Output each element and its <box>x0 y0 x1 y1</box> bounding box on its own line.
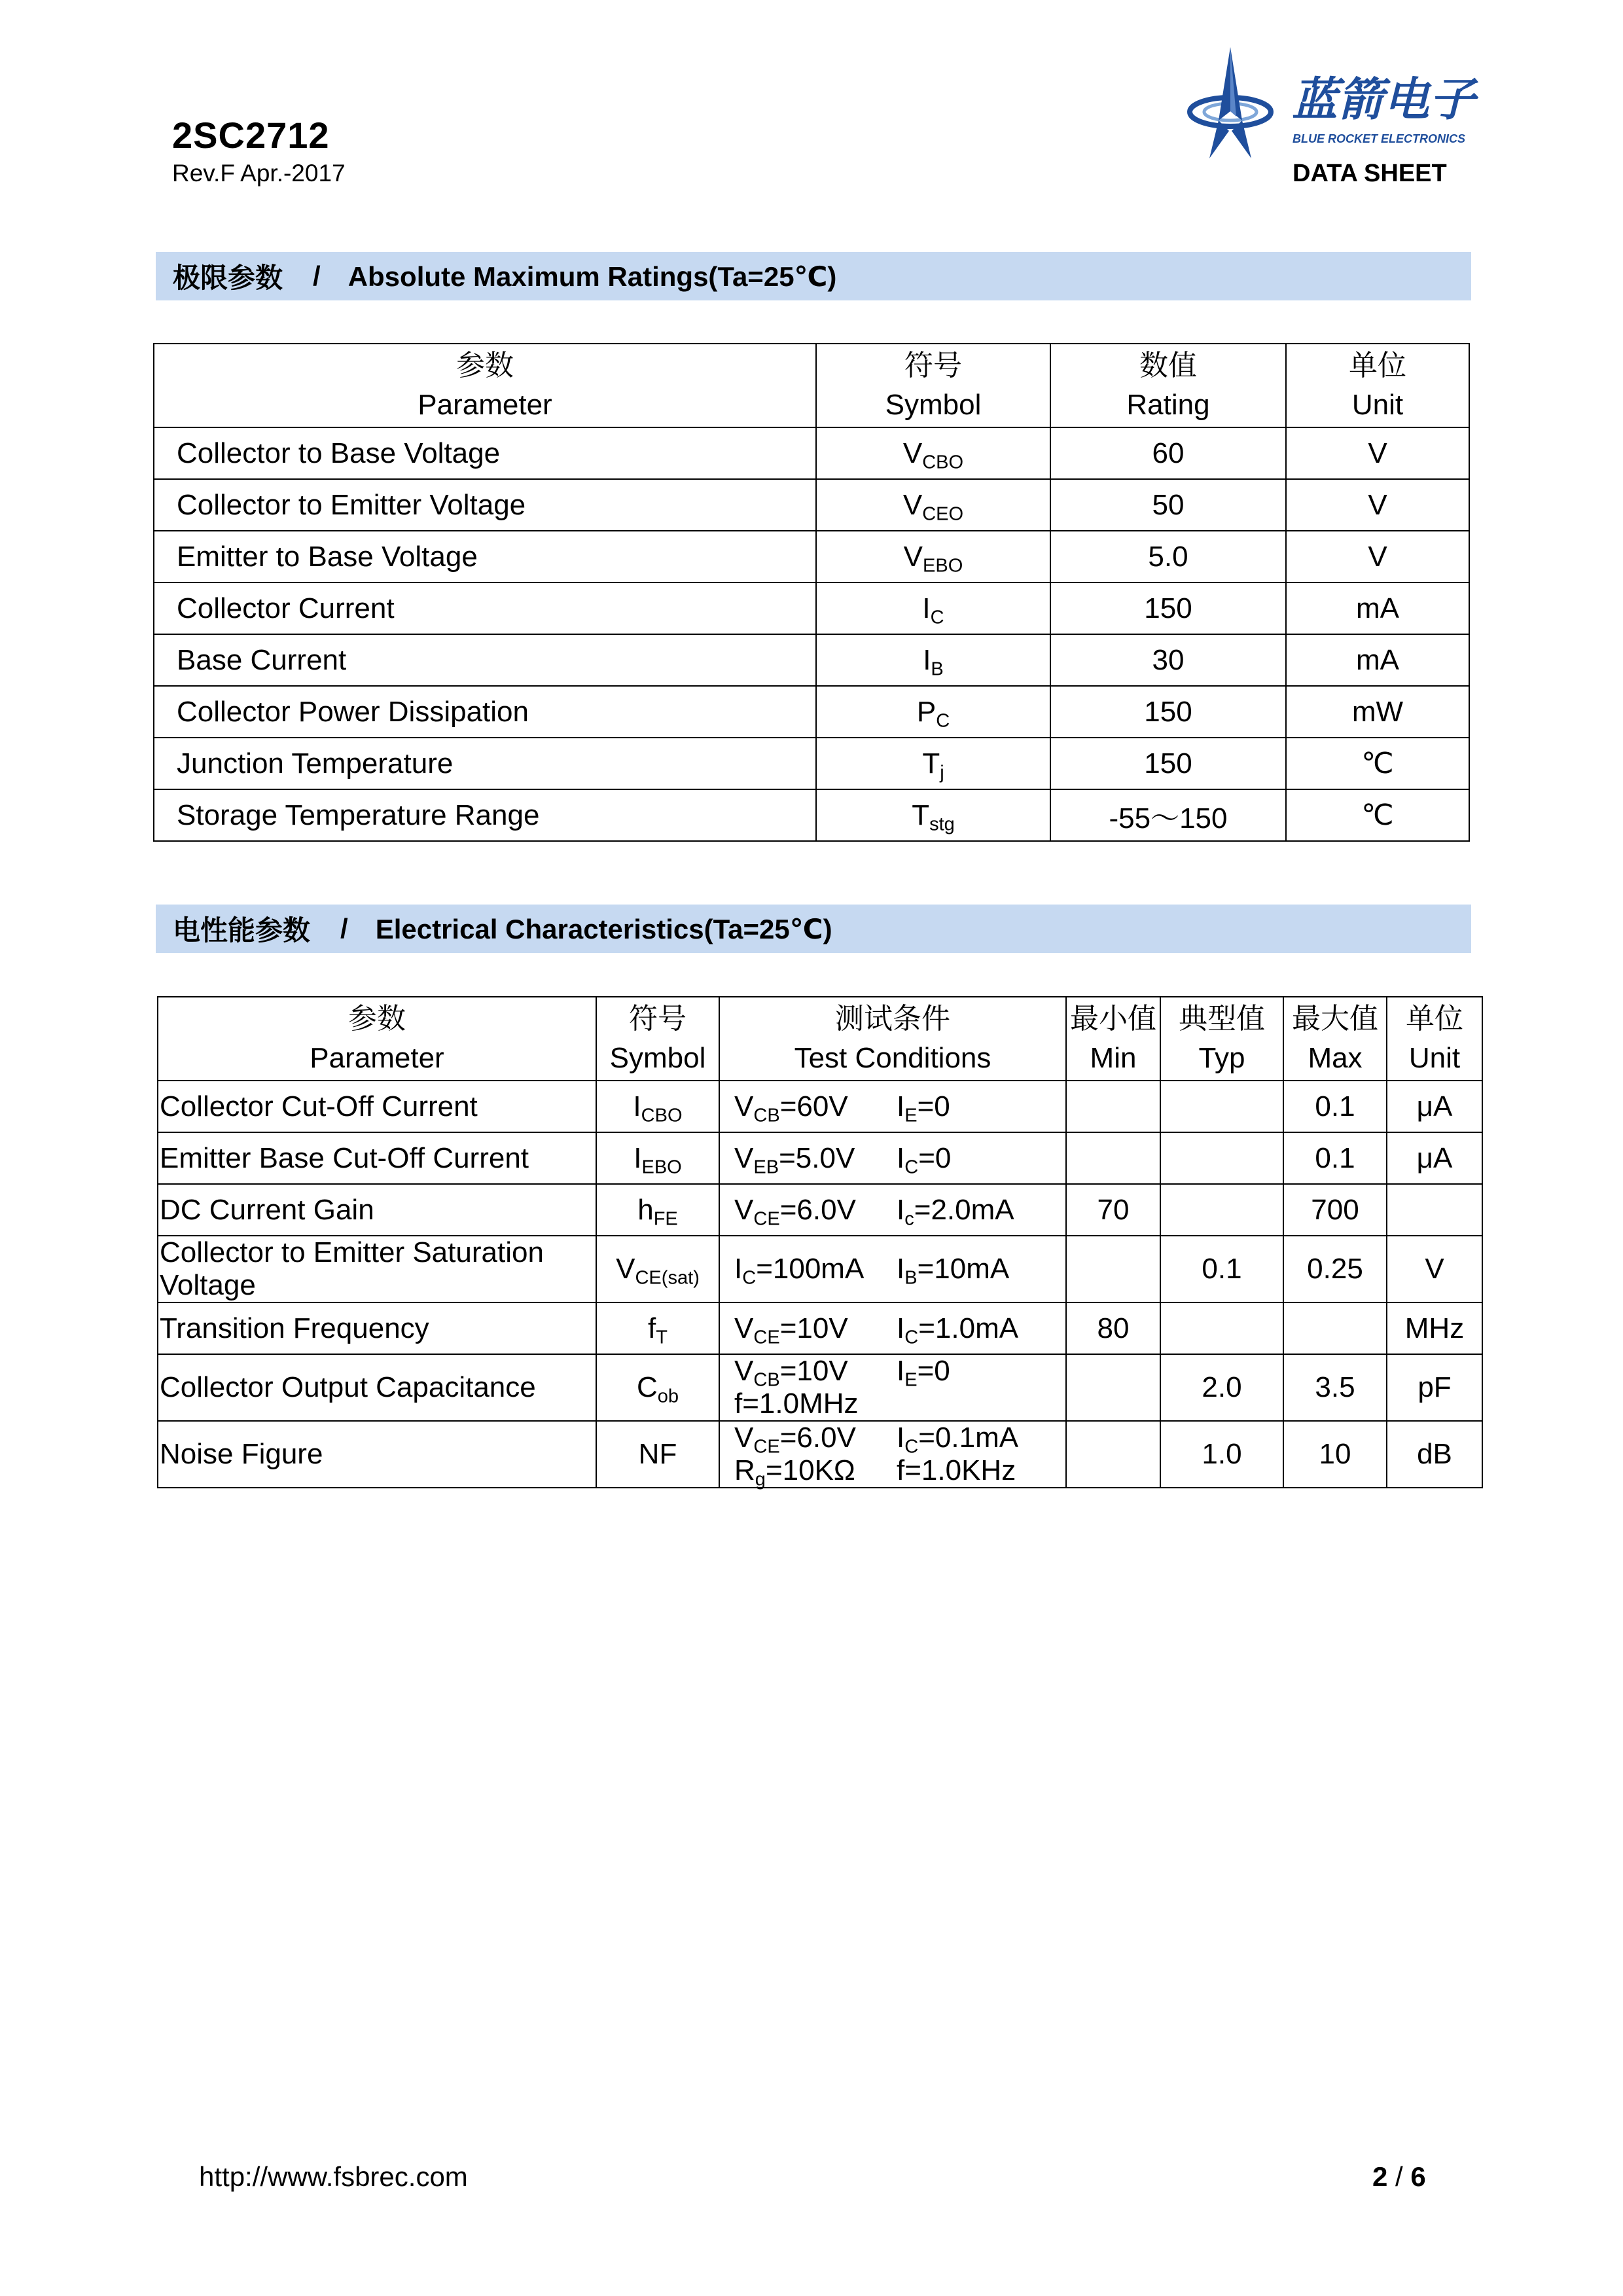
condition-symbol: V <box>734 1090 754 1122</box>
symbol-cell <box>596 1132 719 1184</box>
unit-cell: V <box>1286 531 1469 583</box>
column-header <box>596 997 719 1081</box>
condition-subscript: C <box>742 1267 757 1289</box>
column-header-cn: 最大值 <box>1292 1003 1378 1035</box>
symbol-subscript: CE(sat) <box>635 1267 700 1289</box>
rocket-emblem-icon <box>1190 47 1271 158</box>
table-row <box>158 1421 1482 1488</box>
typ-cell <box>1160 1302 1283 1354</box>
table-row <box>154 738 1469 789</box>
symbol-subscript: CBO <box>922 452 964 473</box>
symbol-cell <box>596 1354 719 1421</box>
condition-symbol: V <box>734 1141 754 1174</box>
condition-term <box>897 1193 1014 1230</box>
symbol-subscript: EBO <box>641 1157 682 1178</box>
column-header-cn: 符号 <box>629 1003 687 1035</box>
test-conditions-cell <box>719 1236 1066 1302</box>
condition-term <box>897 1090 950 1126</box>
min-cell <box>1066 1132 1160 1184</box>
max-cell: 700 <box>1283 1184 1387 1236</box>
unit-cell: ℃ <box>1286 738 1469 789</box>
condition-value: =6.0V <box>779 1422 856 1454</box>
unit-cell: V <box>1286 427 1469 479</box>
column-header-cn: 单位 <box>1406 1003 1463 1035</box>
unit-cell: mA <box>1286 583 1469 634</box>
condition-value: =10mA <box>917 1253 1010 1285</box>
condition-symbol: I <box>734 1253 743 1285</box>
column-header-cn: 符号 <box>904 350 962 382</box>
data-sheet-label: DATA SHEET <box>1293 160 1447 187</box>
condition-term <box>734 1388 859 1420</box>
column-header <box>1286 344 1469 427</box>
symbol-base: I <box>633 1090 641 1122</box>
table-row <box>154 789 1469 841</box>
column-header-en: Symbol <box>609 1042 706 1074</box>
parameter-cell: Collector to Emitter Saturation Voltage <box>158 1236 596 1302</box>
rating-cell: 150 <box>1050 738 1286 789</box>
condition-line <box>734 1090 1065 1126</box>
blue-rocket-logo <box>1186 43 1480 168</box>
table-row <box>154 634 1469 686</box>
condition-subscript: B <box>904 1267 918 1289</box>
symbol-subscript: C <box>936 710 950 732</box>
symbol-cell <box>596 1421 719 1488</box>
typ-cell <box>1160 1081 1283 1132</box>
condition-line <box>734 1193 1065 1230</box>
test-conditions-cell <box>719 1184 1066 1236</box>
table-row <box>158 1302 1482 1354</box>
condition-symbol: f=1.0MHz <box>734 1388 859 1420</box>
condition-subscript: CB <box>753 1369 780 1391</box>
column-header-en: Parameter <box>418 389 552 421</box>
condition-symbol: I <box>897 1253 905 1285</box>
condition-subscript: CE <box>753 1208 780 1230</box>
condition-value: =2.0mA <box>914 1193 1014 1226</box>
column-header-cn: 参数 <box>456 350 514 382</box>
symbol-subscript: T <box>656 1327 668 1348</box>
test-conditions-cell <box>719 1421 1066 1488</box>
revision-date: Rev.F Apr.-2017 <box>172 160 346 187</box>
symbol-base: P <box>916 695 936 728</box>
condition-subscript: c <box>904 1208 914 1230</box>
symbol-subscript: ob <box>657 1386 679 1407</box>
website-link[interactable]: http://www.fsbrec.com <box>199 2161 468 2192</box>
symbol-base: NF <box>638 1438 677 1470</box>
symbol-cell <box>596 1236 719 1302</box>
symbol-cell <box>816 583 1050 634</box>
condition-value: =10V <box>779 1355 848 1387</box>
column-header-en: Parameter <box>310 1042 444 1074</box>
condition-value: =1.0mA <box>918 1312 1019 1344</box>
parameter-cell: Junction Temperature <box>154 738 816 789</box>
parameter-cell: Noise Figure <box>158 1421 596 1488</box>
max-cell: 10 <box>1283 1421 1387 1488</box>
column-header-en: Min <box>1090 1042 1137 1074</box>
symbol-base: C <box>636 1371 658 1403</box>
table-row <box>154 686 1469 738</box>
condition-term <box>734 1090 848 1126</box>
symbol-cell <box>596 1081 719 1132</box>
symbol-base: T <box>922 747 940 780</box>
condition-value: =0 <box>917 1090 950 1122</box>
parameter-cell: Collector Output Capacitance <box>158 1354 596 1421</box>
condition-line <box>734 1388 1065 1420</box>
condition-symbol: V <box>734 1355 754 1387</box>
table-header-row <box>154 344 1469 427</box>
parameter-cell: Transition Frequency <box>158 1302 596 1354</box>
condition-term <box>897 1355 950 1391</box>
parameter-cell: Collector to Base Voltage <box>154 427 816 479</box>
electrical-characteristics-table <box>157 996 1483 1488</box>
unit-cell: ℃ <box>1286 789 1469 841</box>
table-row <box>158 1236 1482 1302</box>
column-header-cn: 测试条件 <box>835 1003 950 1035</box>
condition-symbol: f=1.0KHz <box>897 1454 1016 1486</box>
max-cell: 0.1 <box>1283 1081 1387 1132</box>
column-header <box>1283 997 1387 1081</box>
rating-cell: 150 <box>1050 583 1286 634</box>
condition-value: =0 <box>917 1355 950 1387</box>
symbol-cell <box>816 427 1050 479</box>
column-header-en: Unit <box>1351 389 1404 421</box>
min-cell <box>1066 1081 1160 1132</box>
condition-symbol: I <box>897 1312 905 1344</box>
typ-cell: 0.1 <box>1160 1236 1283 1302</box>
condition-line <box>734 1454 1065 1490</box>
symbol-subscript: stg <box>929 814 955 835</box>
symbol-base: I <box>923 643 931 676</box>
condition-subscript: C <box>904 1327 919 1348</box>
symbol-subscript: EBO <box>923 555 963 577</box>
page-number <box>1372 2161 1426 2193</box>
brand-en-text: BLUE ROCKET ELECTRONICS <box>1293 132 1466 145</box>
symbol-base: V <box>903 540 923 573</box>
symbol-subscript: j <box>940 762 944 783</box>
condition-subscript: CE <box>753 1436 780 1458</box>
symbol-cell <box>816 789 1050 841</box>
symbol-subscript: C <box>930 607 944 628</box>
unit-cell: V <box>1286 479 1469 531</box>
symbol-cell <box>816 738 1050 789</box>
condition-subscript: CE <box>753 1327 780 1348</box>
rating-cell: 60 <box>1050 427 1286 479</box>
min-cell <box>1066 1354 1160 1421</box>
section-title-separator: / <box>313 260 321 291</box>
column-header <box>158 997 596 1081</box>
column-header-cn: 数值 <box>1139 350 1197 382</box>
column-header <box>1160 997 1283 1081</box>
unit-cell: μA <box>1387 1081 1482 1132</box>
rating-cell: 5.0 <box>1050 531 1286 583</box>
condition-line <box>734 1141 1065 1178</box>
typ-cell: 1.0 <box>1160 1421 1283 1488</box>
min-cell <box>1066 1236 1160 1302</box>
section-title-en: Absolute Maximum Ratings(Ta=25℃) <box>348 260 837 292</box>
abs-max-ratings-table <box>153 343 1470 842</box>
symbol-base: f <box>648 1312 656 1344</box>
column-header <box>154 344 816 427</box>
unit-cell: mW <box>1286 686 1469 738</box>
column-header-en: Rating <box>1126 389 1210 421</box>
symbol-base: V <box>616 1253 635 1285</box>
condition-line <box>734 1355 1065 1391</box>
min-cell: 70 <box>1066 1184 1160 1236</box>
table-row <box>154 479 1469 531</box>
min-cell <box>1066 1421 1160 1488</box>
symbol-cell <box>596 1302 719 1354</box>
condition-term <box>897 1141 952 1178</box>
condition-term <box>734 1193 856 1230</box>
symbol-cell <box>816 531 1050 583</box>
symbol-base: h <box>637 1193 654 1226</box>
condition-term <box>734 1454 855 1490</box>
column-header <box>1050 344 1286 427</box>
table-row <box>158 1184 1482 1236</box>
parameter-cell: DC Current Gain <box>158 1184 596 1236</box>
section-title-en: Electrical Characteristics(Ta=25℃) <box>375 913 832 944</box>
section-bar-electrical <box>156 905 1471 953</box>
condition-line <box>734 1253 1065 1289</box>
parameter-cell: Emitter Base Cut-Off Current <box>158 1132 596 1184</box>
typ-cell <box>1160 1132 1283 1184</box>
rating-cell: 30 <box>1050 634 1286 686</box>
condition-symbol: V <box>734 1312 754 1344</box>
table-row <box>154 531 1469 583</box>
symbol-subscript: CBO <box>641 1105 683 1126</box>
condition-term <box>734 1355 848 1391</box>
section-bar-abs-max <box>156 252 1471 300</box>
condition-term <box>734 1253 865 1289</box>
condition-value: =10KΩ <box>765 1454 855 1486</box>
condition-term <box>897 1422 1019 1458</box>
max-cell: 3.5 <box>1283 1354 1387 1421</box>
symbol-subscript: B <box>931 658 944 680</box>
condition-subscript: C <box>904 1157 919 1178</box>
symbol-base: I <box>633 1141 642 1174</box>
column-header-en: Test Conditions <box>794 1042 991 1074</box>
column-header-cn: 典型值 <box>1179 1003 1265 1035</box>
brand-cn-text: 蓝箭电子 <box>1292 73 1475 126</box>
column-header <box>1066 997 1160 1081</box>
test-conditions-cell <box>719 1354 1066 1421</box>
column-header-en: Unit <box>1408 1042 1461 1074</box>
page-current: 2 <box>1372 2161 1388 2192</box>
column-header <box>1387 997 1482 1081</box>
parameter-cell: Collector Cut-Off Current <box>158 1081 596 1132</box>
table-row <box>158 1081 1482 1132</box>
condition-symbol: I <box>897 1090 905 1122</box>
typ-cell <box>1160 1184 1283 1236</box>
condition-value: =0.1mA <box>918 1422 1019 1454</box>
table-row <box>158 1132 1482 1184</box>
column-header-en: Symbol <box>885 389 982 421</box>
unit-cell: mA <box>1286 634 1469 686</box>
unit-cell <box>1387 1184 1482 1236</box>
condition-line <box>734 1422 1065 1458</box>
table-row <box>154 583 1469 634</box>
section-title-separator: / <box>340 913 348 944</box>
parameter-cell: Collector Current <box>154 583 816 634</box>
test-conditions-cell <box>719 1302 1066 1354</box>
unit-cell: dB <box>1387 1421 1482 1488</box>
table-row <box>154 427 1469 479</box>
condition-term <box>734 1141 855 1178</box>
column-header-cn: 最小值 <box>1070 1003 1156 1035</box>
symbol-base: T <box>912 798 930 831</box>
unit-cell: MHz <box>1387 1302 1482 1354</box>
table-row <box>158 1354 1482 1421</box>
parameter-cell: Emitter to Base Voltage <box>154 531 816 583</box>
condition-value: =0 <box>918 1141 952 1174</box>
symbol-base: V <box>902 437 923 469</box>
condition-subscript: C <box>904 1436 919 1458</box>
condition-subscript: E <box>904 1369 918 1391</box>
section-title-cn: 电性能参数 <box>173 915 311 946</box>
max-cell: 0.25 <box>1283 1236 1387 1302</box>
parameter-cell: Collector Power Dissipation <box>154 686 816 738</box>
rating-cell: -55～150 <box>1050 789 1286 841</box>
symbol-cell <box>816 634 1050 686</box>
condition-value: =10V <box>779 1312 848 1344</box>
part-number: 2SC2712 <box>172 115 330 156</box>
symbol-subscript: FE <box>653 1208 678 1230</box>
table-header-row <box>158 997 1482 1081</box>
condition-term <box>897 1454 1016 1487</box>
condition-symbol: I <box>897 1193 905 1226</box>
unit-cell: pF <box>1387 1354 1482 1421</box>
condition-subscript: g <box>755 1469 766 1490</box>
condition-term <box>734 1422 856 1458</box>
condition-subscript: EB <box>753 1157 779 1178</box>
symbol-base: I <box>922 592 931 624</box>
symbol-cell <box>596 1184 719 1236</box>
unit-cell: μA <box>1387 1132 1482 1184</box>
condition-value: =100mA <box>756 1253 865 1285</box>
condition-symbol: I <box>897 1141 905 1174</box>
page-separator: / <box>1395 2161 1403 2192</box>
rating-cell: 50 <box>1050 479 1286 531</box>
parameter-cell: Storage Temperature Range <box>154 789 816 841</box>
parameter-cell: Base Current <box>154 634 816 686</box>
column-header <box>816 344 1050 427</box>
max-cell <box>1283 1302 1387 1354</box>
symbol-subscript: CEO <box>922 503 964 525</box>
condition-value: =6.0V <box>779 1193 856 1226</box>
symbol-base: V <box>902 488 923 521</box>
rating-cell: 150 <box>1050 686 1286 738</box>
column-header <box>719 997 1066 1081</box>
column-header-en: Max <box>1308 1042 1363 1074</box>
condition-value: =5.0V <box>779 1141 855 1174</box>
condition-term <box>734 1312 848 1348</box>
condition-symbol: I <box>897 1355 905 1387</box>
condition-symbol: V <box>734 1193 754 1226</box>
condition-term <box>897 1253 1010 1289</box>
condition-symbol: V <box>734 1422 754 1454</box>
section-title-cn: 极限参数 <box>173 262 283 293</box>
symbol-cell <box>816 479 1050 531</box>
min-cell: 80 <box>1066 1302 1160 1354</box>
column-header-cn: 参数 <box>348 1003 406 1035</box>
typ-cell: 2.0 <box>1160 1354 1283 1421</box>
condition-symbol: I <box>897 1422 905 1454</box>
max-cell: 0.1 <box>1283 1132 1387 1184</box>
test-conditions-cell <box>719 1081 1066 1132</box>
condition-symbol: R <box>734 1454 755 1486</box>
symbol-cell <box>816 686 1050 738</box>
condition-subscript: CB <box>753 1105 780 1126</box>
test-conditions-cell <box>719 1132 1066 1184</box>
condition-line <box>734 1312 1065 1348</box>
condition-value: =60V <box>779 1090 848 1122</box>
condition-subscript: E <box>904 1105 918 1126</box>
column-header-cn: 单位 <box>1349 350 1406 382</box>
page-total: 6 <box>1410 2161 1426 2192</box>
condition-term <box>897 1312 1019 1348</box>
column-header-en: Typ <box>1198 1042 1245 1074</box>
unit-cell: V <box>1387 1236 1482 1302</box>
parameter-cell: Collector to Emitter Voltage <box>154 479 816 531</box>
